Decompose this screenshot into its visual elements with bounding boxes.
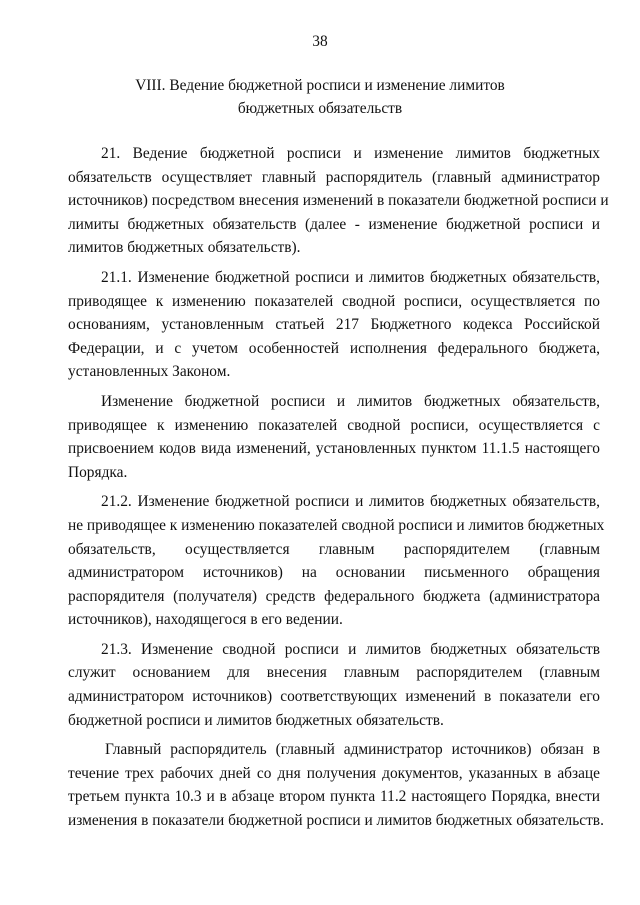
text-line: администратором источников) соответствующих изменений в показатели его xyxy=(68,688,600,706)
page-number: 38 xyxy=(312,33,328,50)
text-line: обязательств осуществляет главный распорядитель (главный администратор xyxy=(68,168,600,186)
section-heading-line: бюджетных обязательств xyxy=(237,100,403,117)
section-heading xyxy=(0,74,640,120)
document-body xyxy=(68,142,609,839)
text-line: приводящее к изменению показателей сводной росписи, осуществляется с xyxy=(68,416,600,434)
paragraph-21-2 xyxy=(68,490,605,632)
section-heading-line: VIII. Ведение бюджетной росписи и изменение лимитов xyxy=(135,77,505,94)
text-line: не приводящее к изменению показателей сводной росписи и лимитов бюджетных xyxy=(68,516,605,534)
paragraph-21 xyxy=(68,142,609,260)
text-line: источников) посредством внесения изменений в показатели бюджетной росписи и xyxy=(68,192,609,210)
text-line: 21.1. Изменение бюджетной росписи и лимитов бюджетных обязательств, xyxy=(101,268,600,286)
text-line: источников), находящегося в его ведении. xyxy=(68,611,343,629)
text-line: распорядителя (получателя) средств федерального бюджета (администратора xyxy=(68,587,600,605)
text-line: лимитов бюджетных обязательств). xyxy=(68,239,301,257)
text-line: 21. Ведение бюджетной росписи и изменение лимитов бюджетных xyxy=(101,145,600,162)
text-line: основаниям, установленным статьей 217 Бюджетного кодекса Российской xyxy=(68,316,600,334)
text-line: лимиты бюджетных обязательств (далее - изменение бюджетной росписи и xyxy=(68,215,600,233)
text-line: течение трех рабочих дней со дня получения документов, указанных в абзаце xyxy=(68,764,600,782)
text-line: Федерации, и с учетом особенностей исполнения федерального бюджета, xyxy=(68,339,600,357)
text-line: Изменение бюджетной росписи и лимитов бюджетных обязательств, xyxy=(101,392,600,410)
text-line: 21.3. Изменение сводной росписи и лимитов бюджетных обязательств xyxy=(101,640,600,658)
paragraph-21-1 xyxy=(68,266,600,384)
text-line: служит основанием для внесения главным распорядителем (главным xyxy=(68,664,600,682)
text-line: обязательств, осуществляется главным распорядителем (главным xyxy=(68,540,600,558)
paragraph-21-3-second xyxy=(68,738,604,832)
text-line: Главный распорядитель (главный администратор источников) обязан в xyxy=(105,741,600,759)
paragraph-21-3 xyxy=(68,638,600,732)
text-line: приводящее к изменению показателей сводной росписи, осуществляется по xyxy=(68,292,600,310)
text-line: присвоением кодов вида изменений, установленных пунктом 11.1.5 настоящего xyxy=(68,440,600,458)
text-line: Порядка. xyxy=(68,463,128,481)
text-line: 21.2. Изменение бюджетной росписи и лимитов бюджетных обязательств, xyxy=(101,493,600,511)
text-line: администратором источников) на основании письменного обращения xyxy=(68,564,600,582)
text-line: изменения в показатели бюджетной росписи и лимитов бюджетных обязательств. xyxy=(68,812,604,830)
paragraph-21-1-second xyxy=(68,390,600,484)
text-line: бюджетной росписи и лимитов бюджетных обязательств. xyxy=(68,711,444,729)
text-line: установленных Законом. xyxy=(68,363,231,381)
text-line: третьем пункта 10.3 и в абзаце втором пункта 11.2 настоящего Порядка, внести xyxy=(68,788,600,806)
